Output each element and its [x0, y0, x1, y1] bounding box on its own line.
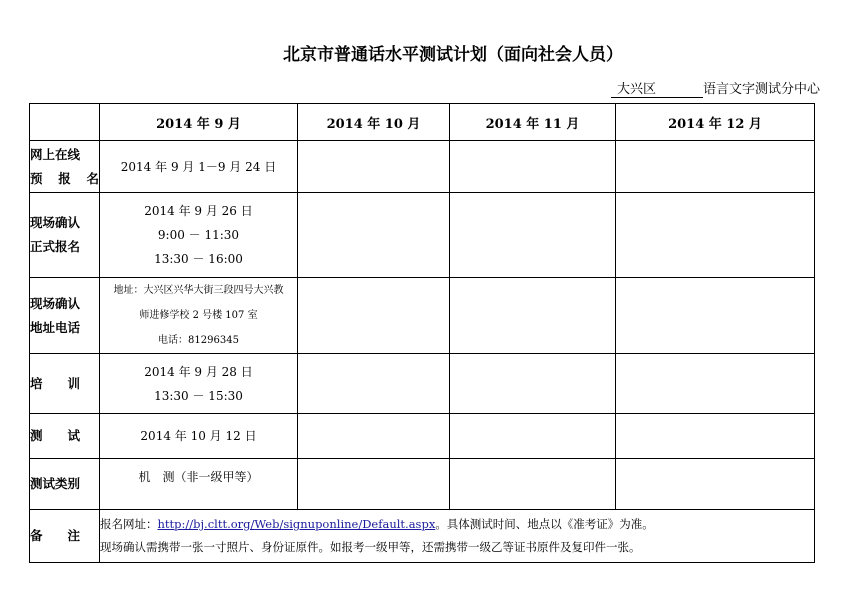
test-plan-table — [29, 103, 815, 563]
test-type-oct — [298, 459, 450, 510]
onsite-confirm-label-line2: 正式报名 — [30, 239, 81, 254]
training-dec — [616, 354, 815, 414]
online-signup-label — [30, 141, 100, 193]
test-sep: 2014 年 10 月 12 日 — [100, 414, 298, 459]
test-nov — [450, 414, 616, 459]
page-title: 北京市普通话水平测试计划（面向社会人员） — [283, 45, 623, 65]
remarks-row — [30, 510, 815, 563]
onsite-confirm-dec — [616, 193, 815, 278]
test-dec — [616, 414, 815, 459]
remarks-label: 备 注 — [30, 510, 100, 563]
online-signup-label-line2: 预 报 名 — [30, 170, 99, 186]
test-type-sep: 机 测（非一级甲等） — [100, 459, 298, 510]
online-signup-row — [30, 141, 815, 193]
test-type-nov — [450, 459, 616, 510]
training-sep — [100, 354, 298, 414]
corner-cell — [30, 104, 100, 141]
signup-url-prefix: 报名网址： — [100, 517, 158, 531]
onsite-confirm-date: 2014 年 9 月 26 日 — [144, 204, 253, 218]
training-nov — [450, 354, 616, 414]
onsite-confirm-label — [30, 193, 100, 278]
online-signup-nov — [450, 141, 616, 193]
month-header-row — [30, 104, 815, 141]
month-header-oct: 2014 年 10 月 — [298, 104, 450, 141]
month-header-dec: 2014 年 12 月 — [616, 104, 815, 141]
onsite-confirm-row — [30, 193, 815, 278]
organizer-line — [611, 78, 820, 98]
test-type-row — [30, 459, 815, 510]
onsite-confirm-nov — [450, 193, 616, 278]
month-header-nov: 2014 年 11 月 — [450, 104, 616, 141]
address-phone-row — [30, 278, 815, 354]
phone-line: 电话：81296345 — [158, 335, 239, 346]
training-time: 13:30 － 15:30 — [154, 388, 243, 403]
address-phone-oct — [298, 278, 450, 354]
address-phone-sep — [100, 278, 298, 354]
onsite-confirm-label-line1: 现场确认 — [30, 215, 81, 230]
remarks-content — [100, 510, 815, 563]
training-label: 培 训 — [30, 354, 100, 414]
test-center-name: 语言文字测试分中心 — [702, 82, 820, 97]
test-row — [30, 414, 815, 459]
month-header-sep: 2014 年 9 月 — [100, 104, 298, 141]
onsite-confirm-sep — [100, 193, 298, 278]
test-oct — [298, 414, 450, 459]
signup-url-suffix: 。具体测试时间、地点以《准考证》为准。 — [435, 517, 654, 531]
training-row — [30, 354, 815, 414]
address-phone-label-line2: 地址电话 — [30, 319, 81, 335]
address-line2: 师进修学校 2 号楼 107 室 — [139, 310, 258, 321]
onsite-confirm-afternoon: 13:30 － 16:00 — [154, 252, 243, 266]
remarks-line1 — [100, 513, 814, 536]
remarks-line2: 现场确认需携带一张一寸照片、身份证原件。如报考一级甲等，还需携带一级乙等证书原件及复印件一张。 — [100, 540, 641, 554]
training-date: 2014 年 9 月 28 日 — [144, 364, 253, 379]
onsite-confirm-oct — [298, 193, 450, 278]
test-type-label: 测试类别 — [30, 459, 100, 510]
address-phone-label — [30, 278, 100, 354]
test-type-dec — [616, 459, 815, 510]
address-phone-dec — [616, 278, 815, 354]
address-line1: 地址：大兴区兴华大街三段四号大兴教 — [113, 285, 284, 296]
district-name: 大兴区 — [611, 83, 703, 98]
online-signup-dec — [616, 141, 815, 193]
test-label: 测 试 — [30, 414, 100, 459]
address-phone-nov — [450, 278, 616, 354]
signup-url-link[interactable]: http://bj.cltt.org/Web/signuponline/Default.aspx — [157, 517, 436, 531]
online-signup-oct — [298, 141, 450, 193]
training-oct — [298, 354, 450, 414]
online-signup-label-line1: 网上在线 — [30, 146, 81, 162]
online-signup-sep: 2014 年 9 月 1－9 月 24 日 — [100, 141, 298, 193]
onsite-confirm-morning: 9:00 － 11:30 — [157, 228, 240, 242]
address-phone-label-line1: 现场确认 — [30, 295, 81, 311]
